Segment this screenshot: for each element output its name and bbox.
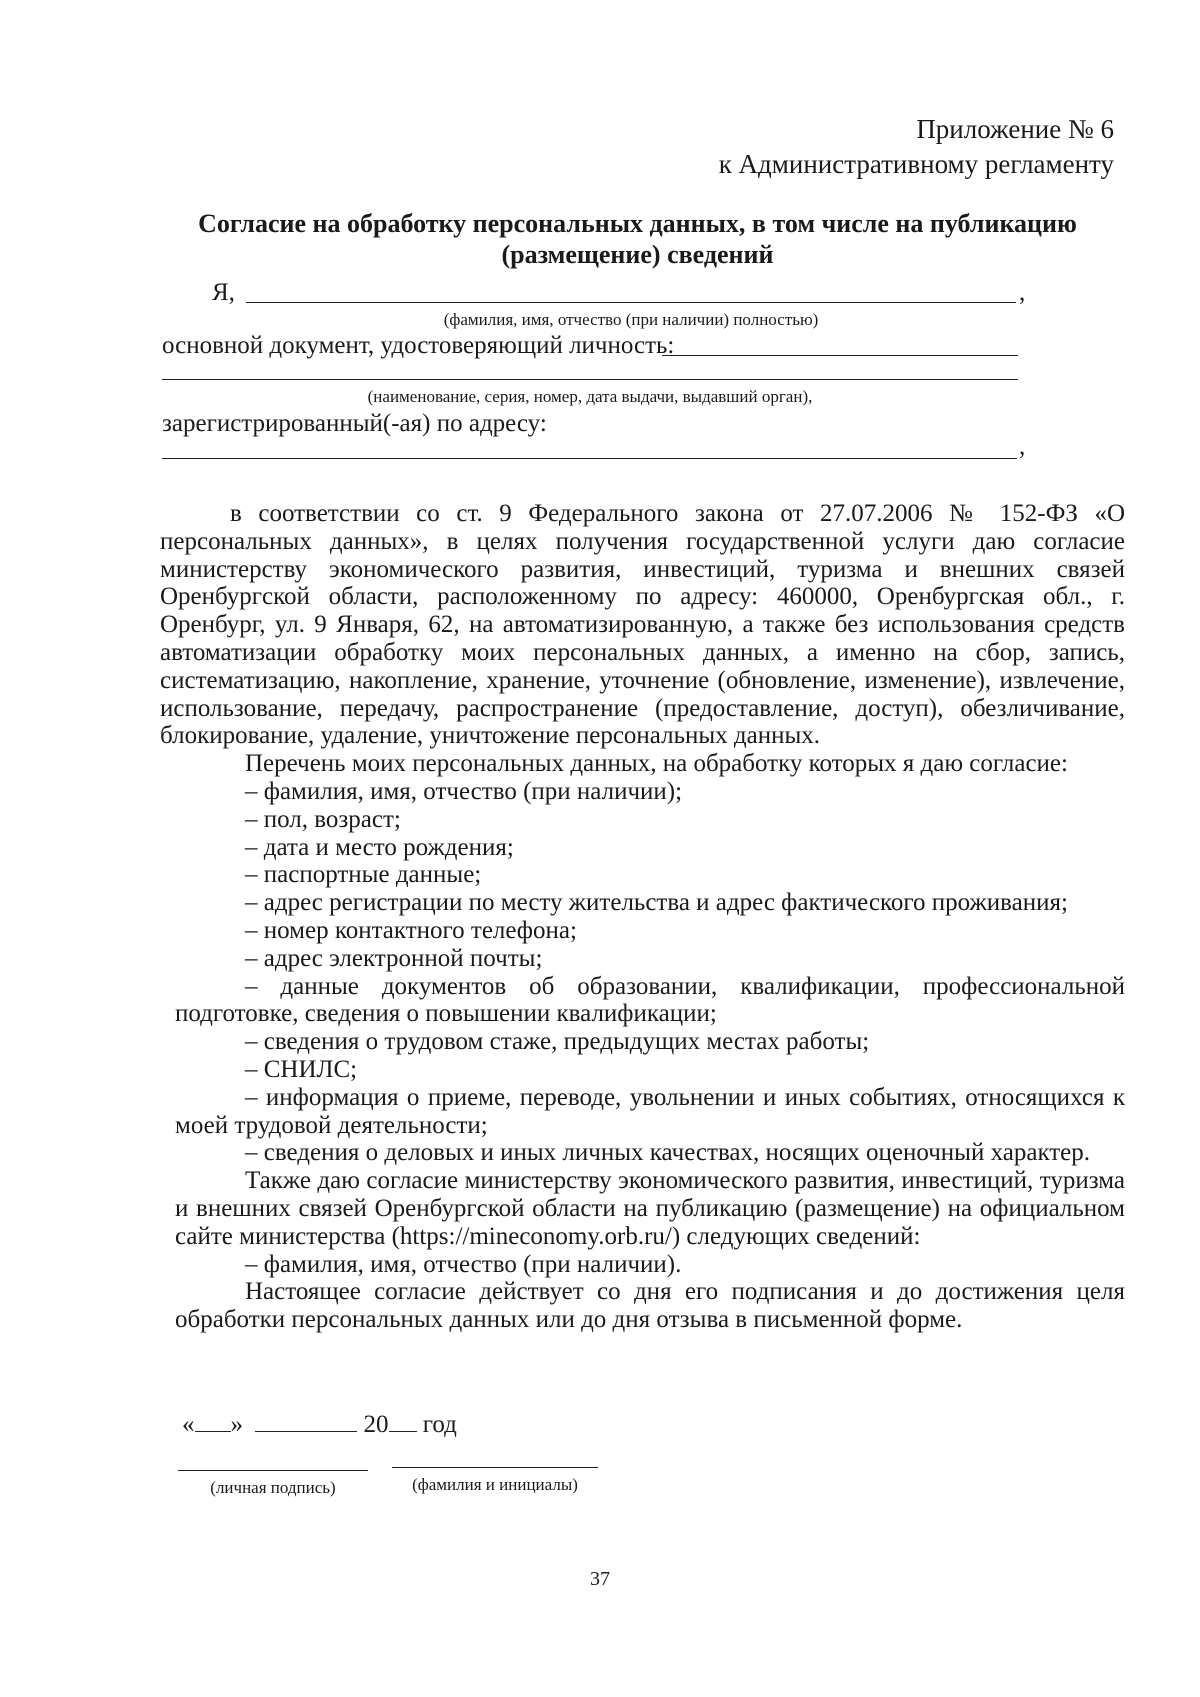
fio-field[interactable] [246,302,1016,303]
list-item: – информация о приеме, переводе, увольнении и иных событиях, относящихся к моей трудовой деятельности; [175,1083,1125,1139]
list-item: – данные документов об образовании, квалификации, профессиональной подготовке, сведения о повышении квалификации; [175,972,1125,1028]
address-field[interactable] [162,458,1017,459]
year-field[interactable] [389,1411,417,1432]
doc-caption: (наименование, серия, номер, дата выдачи, выдавший орган), [367,387,813,406]
doc-label: основной документ, удостоверяющий личность: [162,332,675,359]
list-item: – дата и место рождения; [245,833,514,861]
list-item: – фамилия, имя, отчество (при наличии); [245,777,683,805]
consent-body [160,500,1125,1334]
doc-field-line-2[interactable] [162,379,1018,380]
list-item: – адрес электронной почты; [245,944,543,972]
fio-caption: (фамилия, имя, отчество (при наличии) полностью) [443,310,819,329]
list-item: – СНИЛС; [245,1055,358,1083]
appendix-regulation: к Административному регламенту [718,149,1114,179]
date-line [182,1410,457,1440]
appendix-number: Приложение № 6 [916,114,1114,144]
name-initials-field[interactable] [392,1467,598,1468]
document-title [160,208,1115,270]
address-comma: , [1019,433,1026,460]
signature-field[interactable] [178,1470,368,1471]
consent-paragraph: в соответствии со ст. 9 Федерального закона от 27.07.2006 № 152-ФЗ «О персональных данных», в целях получения государственной услуги даю согласие министерству экономического развития, инвестиций, туризма и внешних связей Оренбургской области, расположенному по адресу: 460000, Оренбургская обл., г. Оренбург, ул. 9 Января, 62, на автоматизированную, а также без использования средств автоматизации обработку моих персональных данных, а именно на сбор, запись, систематизацию, накопление, хранение, уточнение (обновление, изменение), извлечение, использование, передачу, распространение (предоставление, доступ), обезличивание, блокирование, удаление, уничтожение персональных данных. [160,500,1125,750]
title-line-2: (размещение) сведений [501,240,774,269]
publication-item: – фамилия, имя, отчество (при наличии). [245,1250,682,1278]
list-item: – сведения о деловых и иных личных качествах, носящих оценочный характер. [245,1139,1091,1167]
doc-field[interactable] [662,355,1018,356]
name-initials-caption: (фамилия и инициалы) [412,1475,578,1494]
list-item: – номер контактного телефона; [245,916,577,944]
list-item: – пол, возраст; [245,805,401,833]
date-close-quote: » [230,1411,243,1438]
list-item: – сведения о трудовом стаже, предыдущих местах работы; [245,1028,870,1056]
list-item: – адрес регистрации по месту жительства и адрес фактического проживания; [245,889,1068,917]
i-prefix: Я, [212,279,235,306]
signature-caption: (личная подпись) [210,1478,336,1497]
date-open-quote: « [182,1411,195,1438]
page-number: 37 [590,1568,610,1590]
month-field[interactable] [255,1411,357,1432]
appendix-header [719,112,1114,182]
address-label: зарегистрированный(-ая) по адресу: [162,410,547,437]
year-prefix: 20 [363,1411,389,1438]
list-intro: Перечень моих персональных данных, на обработку которых я даю согласие: [245,750,1068,778]
day-field[interactable] [195,1411,231,1432]
title-line-1: Согласие на обработку персональных данных, в том числе на публикацию [198,209,1077,238]
validity-paragraph: Настоящее согласие действует со дня его подписания и до достижения целя обработки персональных данных или до дня отзыва в письменной форме. [175,1278,1125,1334]
year-word: год [422,1411,457,1438]
list-item: – паспортные данные; [245,861,482,889]
publication-paragraph: Также даю согласие министерству экономического развития, инвестиций, туризма и внешних связей Оренбургской области на публикацию (размещение) на официальном сайте министерства (https://mineconomy.orb.ru/) следующих сведений: [175,1167,1125,1250]
fio-comma: , [1019,279,1026,306]
